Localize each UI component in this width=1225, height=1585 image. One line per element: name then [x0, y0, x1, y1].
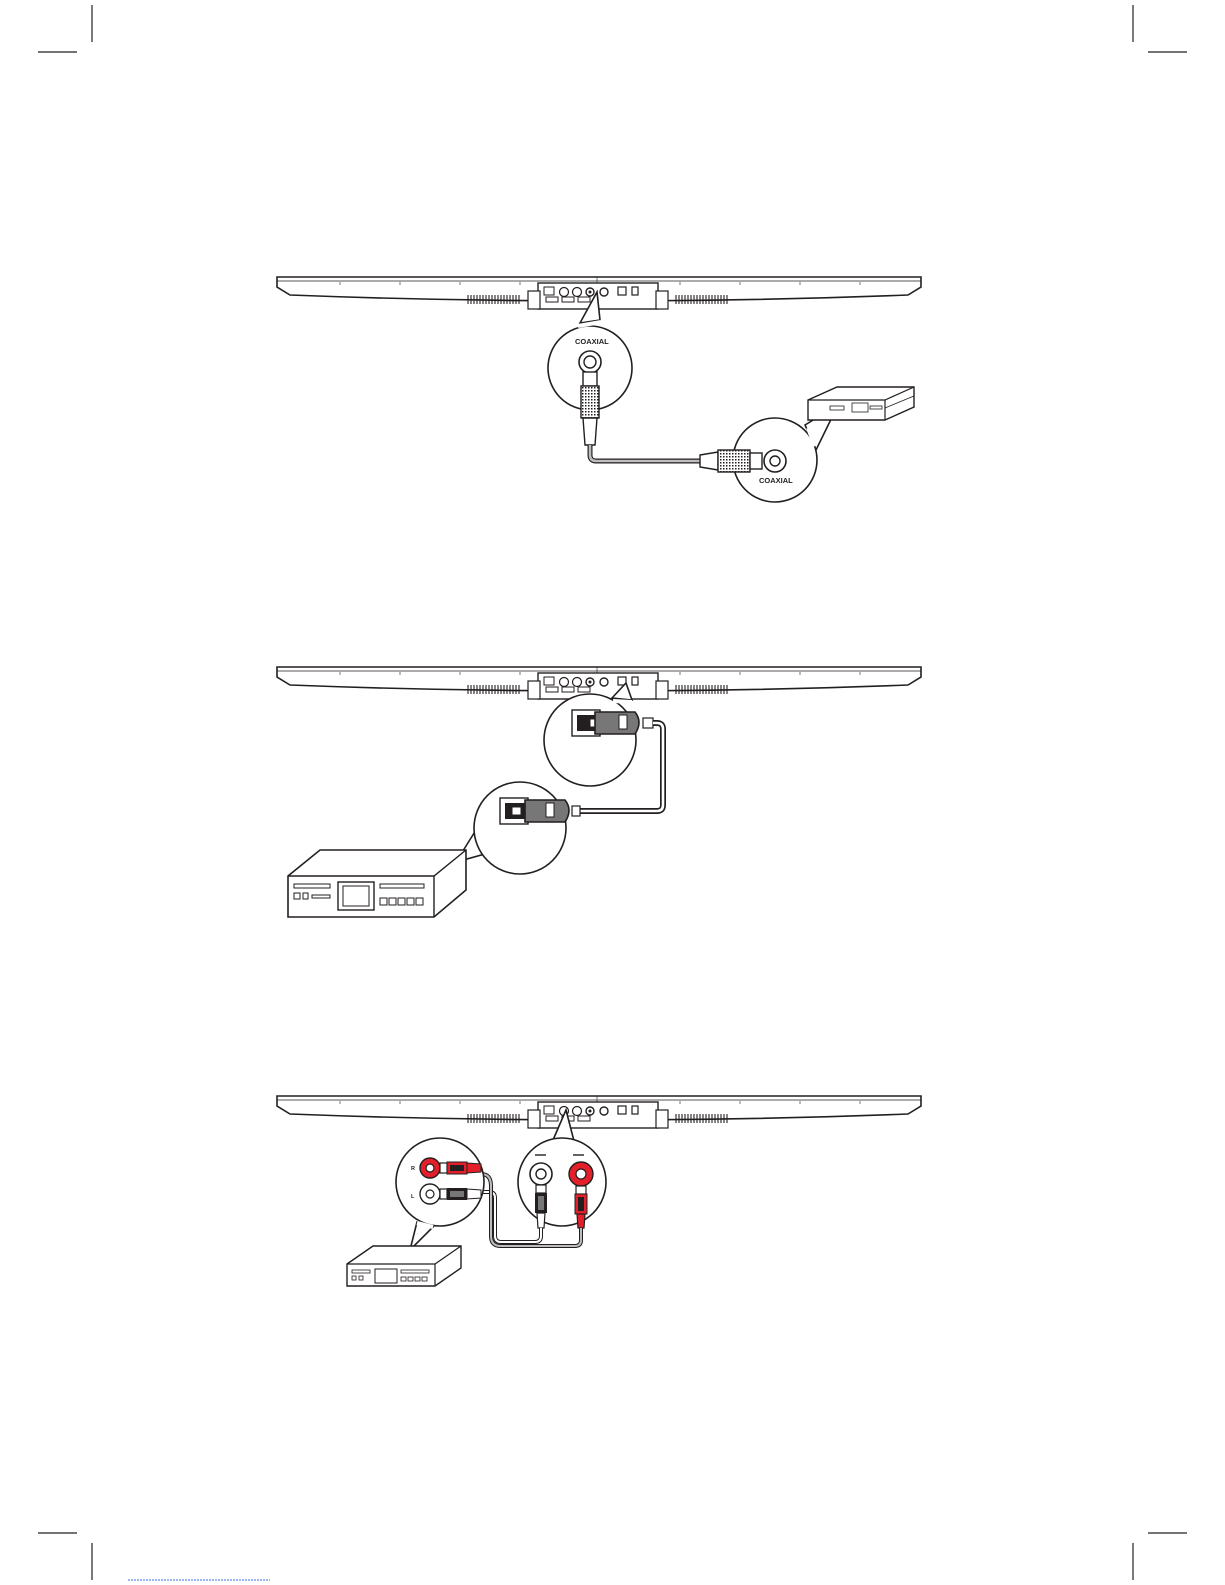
- jack-r-label: R: [411, 1166, 415, 1172]
- figure-coaxial-connection: [277, 277, 921, 502]
- dvd-player-icon: [288, 850, 466, 917]
- coaxial-label-bottom: COAXIAL: [759, 476, 793, 485]
- coaxial-plug-icon: [583, 372, 597, 386]
- figure-hdmi-connection: [277, 667, 921, 917]
- hdmi-plug-icon: [595, 712, 639, 734]
- dvd-player-icon: [808, 387, 914, 420]
- crop-marks: [38, 5, 1187, 1580]
- soundbar-icon: [277, 1096, 921, 1128]
- coaxial-label-top: COAXIAL: [575, 337, 609, 346]
- hdmi-callout-player: [456, 782, 580, 874]
- figure-analog-connection: [277, 1096, 921, 1286]
- coaxial-callout-soundbar: [548, 292, 632, 445]
- dvd-player-icon: [347, 1246, 461, 1286]
- rca-callout-player: [396, 1138, 484, 1250]
- jack-l-label: L: [411, 1194, 415, 1200]
